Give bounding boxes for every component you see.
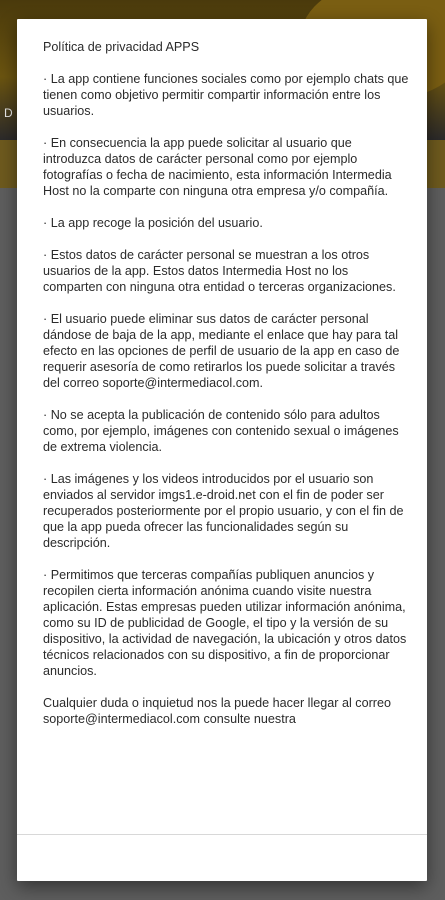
policy-paragraph: · El usuario puede eliminar sus datos de carácter personal dándose de baja de la app, mediante el enlace que hay para tal efecto en las opciones de perfil de usuario de la app en caso de requerir asesoría de como retirarlos los puede solicitar a través del correo soporte@intermediacol.com. (43, 312, 400, 390)
policy-paragraph: · Estos datos de carácter personal se muestran a los otros usuarios de la app. Estos datos Intermedia Host no los comparten con ninguna otra entidad o terceras organizaciones. (43, 248, 396, 294)
policy-paragraph: · La app recoge la posición del usuario. (43, 216, 263, 230)
policy-paragraph: Cualquier duda o inquietud nos la puede hacer llegar al correo soporte@intermediacol.com consulte nuestra (43, 696, 391, 726)
policy-paragraph: · Permitimos que terceras compañías publiquen anuncios y recopilen cierta información anónima cuando visite nuestra aplicación. Estas empresas pueden utilizar información anónima, como su ID de publicidad de Google, el tipo y la versión de su dispositivo, la actividad de navegación, la ubicación y otros datos técnicos relacionados con su dispositivo, a fin de proporcionar anuncios. (43, 568, 407, 678)
policy-paragraph: · La app contiene funciones sociales como por ejemplo chats que tienen como objetivo permitir compartir información entre los usuarios. (43, 72, 409, 118)
policy-paragraph: · Las imágenes y los videos introducidos por el usuario son enviados al servidor imgs1.e-droid.net con el fin de poder ser recuperados posteriormente por el propio usuario, y con el fin de que la app pueda ofrecer las funcionalidades según su descripción. (43, 472, 404, 550)
privacy-policy-scroll-area[interactable] (43, 39, 411, 834)
privacy-policy-dialog (17, 19, 427, 881)
dialog-button-bar (17, 834, 427, 882)
background-partial-text: D (4, 106, 13, 120)
policy-paragraph: · No se acepta la publicación de contenido sólo para adultos como, por ejemplo, imágenes con contenido sexual o imágenes de extrema violencia. (43, 408, 399, 454)
policy-paragraph: · En consecuencia la app puede solicitar al usuario que introduzca datos de carácter personal como por ejemplo fotografías o fecha de nacimiento, esta información Intermedia Host no la comparte con ninguna otra empresa y/o compañía. (43, 136, 392, 198)
privacy-policy-title: Política de privacidad APPS (43, 40, 200, 54)
